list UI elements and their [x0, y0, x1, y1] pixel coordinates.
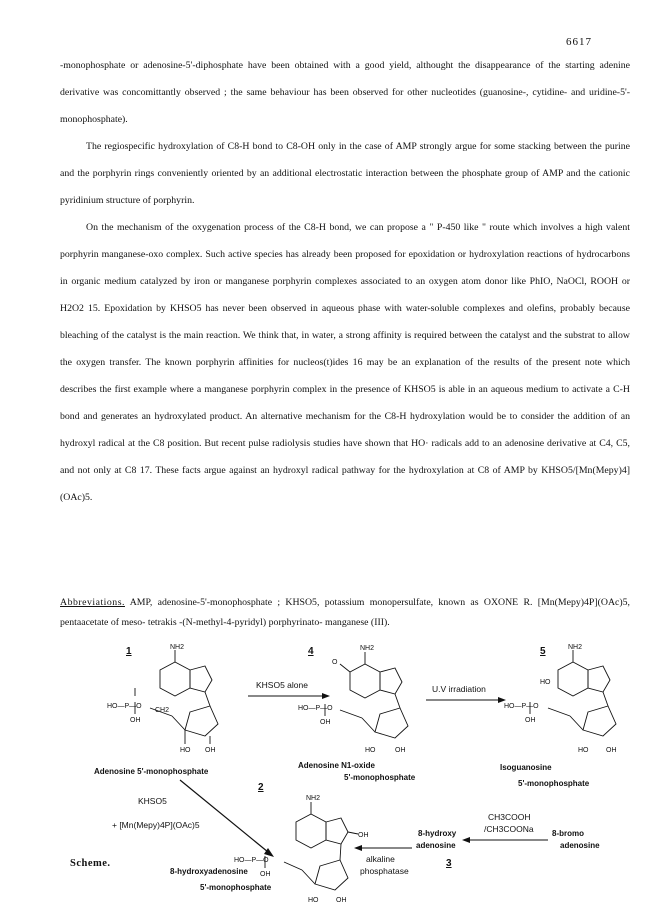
- c2-oh-label: OH: [260, 871, 271, 878]
- compound-2-number: 2: [258, 782, 264, 793]
- abbreviations-text: AMP, adenosine-5'-monophosphate ; KHSO5, potassium monopersulfate, known as OXONE R. [Mn(Mepy)4P](OAc)5, pentaacetate of meso- tetrakis -(N-methyl-4-pyridyl) porphyrinato- manganese (III).: [60, 597, 630, 628]
- reagent-khso5: KHSO5: [138, 796, 167, 806]
- compound-2-name-line1: 8-hydroxyadenosine: [170, 867, 248, 876]
- compound-4-name-line2: 5'-monophosphate: [344, 773, 416, 782]
- reagent-mn-catalyst: + [Mn(Mepy)4P](OAc)5: [112, 820, 200, 830]
- c4-oh2-label: OH: [395, 747, 406, 754]
- reaction-scheme: [0, 640, 672, 912]
- c4-oh-label: OH: [320, 719, 331, 726]
- reagent-alkaline: alkaline: [366, 854, 395, 864]
- c1-phosphate-label: HO—P—O: [107, 703, 142, 710]
- compound-5-name-line2: 5'-monophosphate: [518, 779, 590, 788]
- abbreviations-title: Abbreviations.: [60, 597, 125, 608]
- compound-4-name-line1: Adenosine N1-oxide: [298, 761, 375, 770]
- arrow-1-to-4-head: [322, 693, 330, 699]
- c1-oh2-label: OH: [205, 747, 216, 754]
- compound-2-structure: [265, 802, 358, 890]
- compound-3-name-line2: adenosine: [416, 841, 456, 850]
- compound-2-name-line2: 5'-monophosphate: [200, 883, 272, 892]
- page-number: 6617: [566, 36, 592, 48]
- compound-3-name-line1: 8-hydroxy: [418, 829, 457, 838]
- reagent-phosphatase: phosphatase: [360, 866, 409, 876]
- c5-ho-ring-label: HO: [540, 679, 551, 686]
- compound-1-name: Adenosine 5'-monophosphate: [94, 767, 209, 776]
- c5-ho-label: HO: [578, 747, 589, 754]
- c2-nh2-label: NH2: [306, 795, 321, 802]
- c4-nh2-label: NH2: [360, 645, 375, 652]
- bromo-name-line2: adenosine: [560, 841, 600, 850]
- c5-oh-label: OH: [525, 717, 536, 724]
- c2-oh2-label: OH: [336, 897, 347, 904]
- c5-nh2-label: NH2: [568, 644, 583, 651]
- paragraph-continuation: -monophosphate or adenosine-5'-diphosphate have been obtained with a good yield, althought the disappearance of the starting adenine derivative was concomittantly observed ; the same behaviour has been observed for other nucleotides (guanosine-, cytidine- and uridine-5'-monophosphate).: [60, 60, 630, 125]
- compound-5-structure: [530, 650, 616, 736]
- reagent-uv: U.V irradiation: [432, 684, 486, 694]
- c4-oxide-o-label: O: [332, 659, 338, 666]
- c1-ho-label: HO: [180, 747, 191, 754]
- body-text: [60, 52, 630, 511]
- arrow-1-to-2: [180, 780, 268, 852]
- reagent-khso5-alone: KHSO5 alone: [256, 680, 308, 690]
- compound-4-number: 4: [308, 646, 314, 657]
- bromo-name-line1: 8-bromo: [552, 829, 584, 838]
- c1-oh-label: OH: [130, 717, 141, 724]
- arrow-bromo-to-3-head: [462, 837, 470, 843]
- c5-oh2-label: OH: [606, 747, 617, 754]
- c4-ho-label: HO: [365, 747, 376, 754]
- paragraph-mechanism: On the mechanism of the oxygenation process of the C8-H bond, we can propose a " P-450 like " route which involves a high valent porphyrin manganese-oxo complex. Such active species has already been proposed for epoxidation or hydroxylation reactions of hydrocarbons in organic medium catalyzed by iron or manganese porphyrin complexes associated to an oxygen atom donor like PhIO, NaOCl, ROOH or H2O2 15. Epoxidation by KHSO5 has never been observed in aqueous phase with water-soluble complexes and olefins, probably because bleaching of the catalyst is the main reaction. We think that, in water, a strong affinity is required between the catalyst and the substrat to allow the oxygen transfer. The known porphyrin affinities for nucleos(t)ides 16 may be an explanation of the results of the present note which describes the first example where a manganese porphyrin complex in the presence of KHSO5 is able in an aqueous medium to activate a C-H bond and generates an hydroxylated product. An alternative mechanism for the C8-H hydroxylation would be to consider the addition of an hydroxyl radical at the C8 position. But recent pulse radiolysis studies have shown that HO· radicals add to an adenosine derivative at C4, C5, and not only at C8 17. These facts argue against an hydroxyl radical pathway for the hydroxylation at C8 of AMP by KHSO5/[Mn(Mepy)4](OAc)5.: [60, 222, 630, 503]
- paragraph-regiospecific: The regiospecific hydroxylation of C8-H bond to C8-OH only in the case of AMP strongly argue for some stacking between the purine and the porphyrin rings conveniently oriented by an additional electrostatic interaction between the phosphate group of AMP and the cationic pyridinium structure of porphyrin.: [60, 141, 630, 206]
- reagent-ch3cooh: CH3COOH: [488, 812, 531, 822]
- compound-5-number: 5: [540, 646, 546, 657]
- c1-nh2-label: NH2: [170, 644, 185, 651]
- compound-1-number: 1: [126, 646, 132, 657]
- compound-3-number: 3: [446, 858, 452, 869]
- c2-ho-label: HO: [308, 897, 319, 904]
- compound-1-structure: [135, 650, 218, 744]
- c4-phosphate-label: HO—P—O: [298, 705, 333, 712]
- c5-phosphate-label: HO—P—O: [504, 703, 539, 710]
- c2-phosphate-label: HO—P—O: [234, 857, 269, 864]
- arrow-3-to-2-head: [354, 845, 362, 851]
- scheme-label: Scheme.: [70, 858, 111, 869]
- abbreviations-block: [60, 593, 630, 633]
- c1-ch2-label: CH2: [155, 707, 170, 714]
- compound-5-name-line1: Isoguanosine: [500, 763, 552, 772]
- c2-oh-c8-label: OH: [358, 832, 369, 839]
- reagent-ch3coona: /CH3COONa: [484, 824, 534, 834]
